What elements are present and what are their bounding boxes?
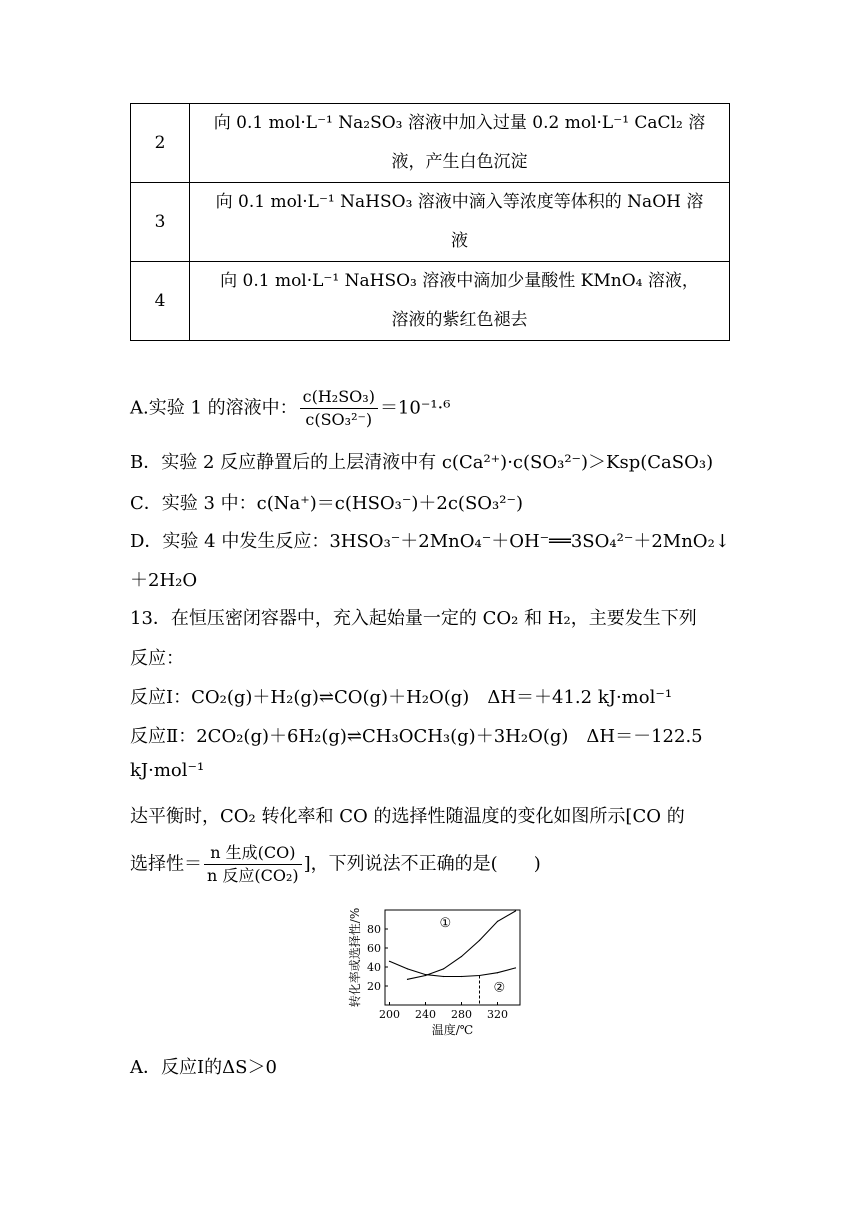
experiment-number: 2 [131, 104, 190, 183]
experiment-description [190, 183, 730, 262]
q12-option-b: B．实验 2 反应静置后的上层清液中有 c(Ca²⁺)·c(SO₃²⁻)＞Ksp(CaSO₃) [130, 452, 714, 473]
description-line1: 向 0.1 mol·L⁻¹ Na₂SO₃ 溶液中加入过量 0.2 mol·L⁻¹ CaCl₂ 溶 [213, 113, 706, 133]
x-axis-label: 温度/℃ [431, 1023, 474, 1037]
q13-stem-line1: 13．在恒压密闭容器中，充入起始量一定的 CO₂ 和 H₂，主要发生下列 [130, 608, 697, 629]
y-tick-label: 80 [367, 923, 381, 936]
series-point [497, 972, 498, 973]
selectivity-definition [130, 842, 541, 887]
fraction-denominator: c(SO₃²⁻) [305, 410, 373, 429]
y-tick-label: 20 [367, 980, 381, 993]
series-point [425, 974, 426, 975]
series-1-label: ① [439, 916, 452, 932]
series-point [497, 921, 498, 922]
experiment-number: 4 [131, 262, 190, 341]
x-tick-label: 320 [487, 1008, 508, 1021]
y-tick-label: 40 [367, 961, 381, 974]
series-point [461, 976, 462, 977]
table-row [131, 104, 730, 183]
reaction-2-unit: kJ·mol⁻¹ [130, 760, 205, 781]
description-line2: 溶液的紫红色褪去 [391, 310, 528, 330]
x-tick-label: 280 [451, 1008, 472, 1021]
series-point [407, 968, 408, 969]
q12-option-d-line1: D．实验 4 中发生反应：3HSO₃⁻＋2MnO₄⁻＋OH⁻══3SO₄²⁻＋2MnO₂↓ [130, 531, 730, 552]
series-point [479, 940, 480, 941]
experiment-description [190, 104, 730, 183]
option-a-prefix: A.实验 1 的溶液中： [130, 397, 298, 419]
experiment-table [130, 103, 730, 341]
y-tick-label: 60 [367, 942, 381, 955]
series-line-1 [408, 911, 516, 979]
x-tick-label: 240 [415, 1008, 436, 1021]
y-axis-label: 转化率或选择性/% [348, 907, 362, 1008]
description-line2: 液，产生白色沉淀 [391, 152, 528, 172]
series-point [515, 967, 516, 968]
conversion-selectivity-chart [340, 905, 530, 1040]
q12-option-a [130, 386, 451, 431]
description-line1: 向 0.1 mol·L⁻¹ NaHSO₃ 溶液中滴加少量酸性 KMnO₄ 溶液， [220, 271, 699, 291]
series-2-label: ② [493, 980, 506, 996]
table-row [131, 183, 730, 262]
description-line2: 液 [451, 231, 468, 251]
q12-option-d-line2: ＋2H₂O [130, 570, 198, 591]
series-line-2 [390, 961, 516, 976]
q13-option-a: A．反应Ⅰ的ΔS＞0 [130, 1057, 277, 1078]
q13-stem-line2: 反应： [130, 648, 184, 669]
q13-description: 达平衡时，CO₂ 转化率和 CO 的选择性随温度的变化如图所示[CO 的 [130, 806, 685, 827]
reaction-2: 反应Ⅱ：2CO₂(g)＋6H₂(g)⇌CH₃OCH₃(g)＋3H₂O(g) ΔH＝－122.5 [130, 726, 703, 747]
table-row [131, 262, 730, 341]
series-point [389, 961, 390, 962]
series-point [461, 956, 462, 957]
fraction-numerator: c(H₂SO₃) [300, 386, 378, 409]
q12-option-c: C．实验 3 中：c(Na⁺)＝c(HSO₃⁻)＋2c(SO₃²⁻) [130, 493, 524, 514]
reaction-1: 反应Ⅰ：CO₂(g)＋H₂(g)⇌CO(g)＋H₂O(g) ΔH＝＋41.2 kJ·mol⁻¹ [130, 687, 673, 708]
experiment-description [190, 262, 730, 341]
selectivity-suffix: ]，下列说法不正确的是( ) [303, 853, 541, 875]
selectivity-prefix: 选择性＝ [130, 853, 202, 875]
series-point [515, 910, 516, 911]
description-line1: 向 0.1 mol·L⁻¹ NaHSO₃ 溶液中滴入等浓度等体积的 NaOH 溶 [215, 192, 704, 212]
selectivity-fraction [204, 842, 302, 887]
x-tick-label: 200 [379, 1008, 400, 1021]
option-a-suffix: ＝10⁻¹·⁶ [379, 397, 451, 419]
selectivity-numerator: n 生成(CO) [204, 842, 302, 865]
experiment-number: 3 [131, 183, 190, 262]
series-point [443, 976, 444, 977]
series-point [443, 968, 444, 969]
ratio-fraction [300, 386, 378, 431]
series-point [407, 979, 408, 980]
selectivity-denominator: n 反应(CO₂) [207, 866, 299, 885]
